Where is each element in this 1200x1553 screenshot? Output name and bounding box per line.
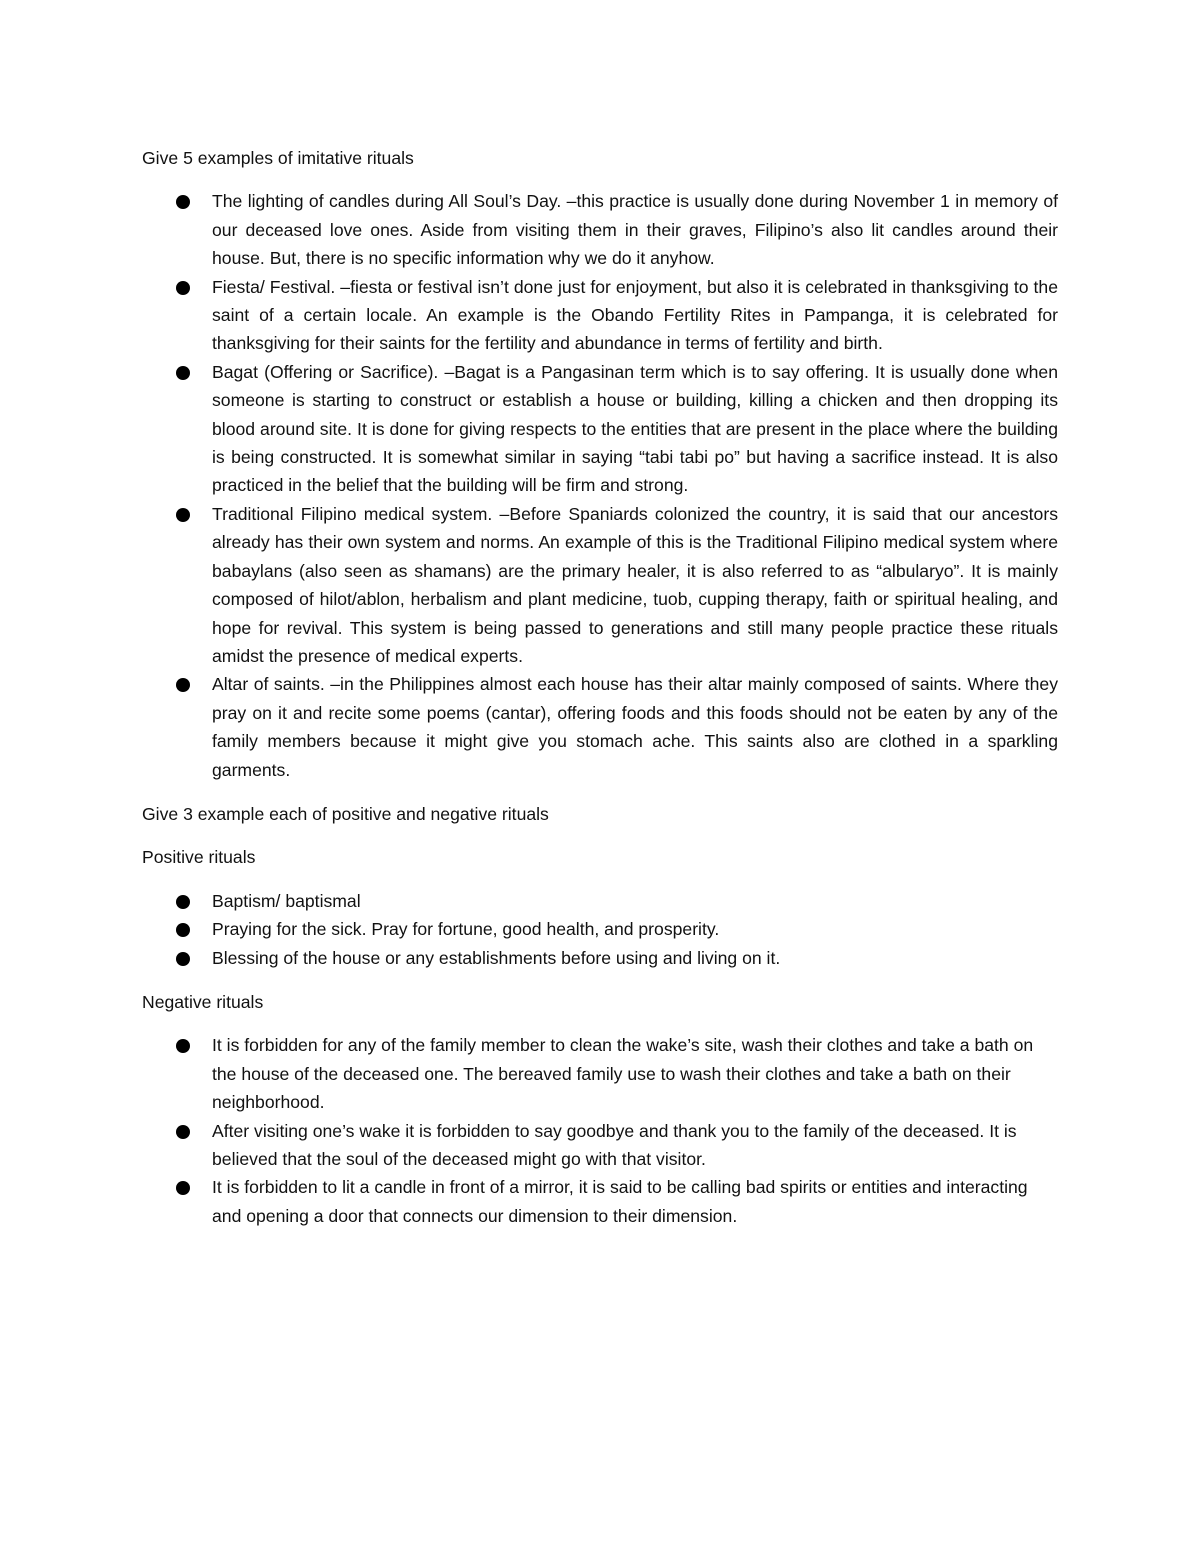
bullet-icon: [176, 678, 190, 692]
list-item-text: Fiesta/ Festival. –fiesta or festival isn’t done just for enjoyment, but also it is celebrated in thanksgiving to the saint of a certain locale. An example is the Obando Fertility Rites in Pampanga, it is celebrated for thanksgiving for their saints for the fertility and abundance in terms of fertility and birth.: [212, 276, 1058, 354]
imitative-rituals-heading: Give 5 examples of imitative rituals: [142, 148, 414, 168]
bullet-icon: [176, 923, 190, 937]
bullet-icon: [176, 1039, 190, 1053]
bullet-icon: [176, 1181, 190, 1195]
list-item: [142, 944, 1058, 972]
bullet-icon: [176, 895, 190, 909]
list-item: [142, 187, 1058, 272]
list-item: [142, 1117, 1058, 1174]
list-item: [142, 1173, 1058, 1230]
list-item: [142, 500, 1058, 670]
list-item: [142, 358, 1058, 500]
list-item: [142, 273, 1058, 358]
list-item: [142, 1031, 1058, 1116]
list-item-text: Altar of saints. –in the Philippines almost each house has their altar mainly composed of saints. Where they pray on it and recite some poems (cantar), offering foods and this foods should not be eaten by any of the family members because it might give you stomach ache. This saints also are clothed in a sparkling garments.: [212, 674, 1058, 780]
bullet-icon: [176, 195, 190, 209]
list-item: [142, 915, 1058, 943]
imitative-rituals-list: [142, 187, 1058, 784]
list-item-text: Praying for the sick. Pray for fortune, good health, and prosperity.: [212, 919, 720, 940]
bullet-icon: [176, 508, 190, 522]
list-item-text: It is forbidden for any of the family member to clean the wake’s site, wash their clothes and take a bath on the house of the deceased one. The bereaved family use to wash their clothes and take a bath on their neighborhood.: [212, 1035, 1034, 1113]
list-item: [142, 670, 1058, 784]
list-item-text: Traditional Filipino medical system. –Before Spaniards colonized the country, it is said that our ancestors already has their own system and norms. An example of this is the Traditional Filipino medical system where babaylans (also seen as shamans) are the primary healer, it is also referred to as “albularyo”. It is mainly composed of hilot/ablon, herbalism and plant medicine, tuob, cupping therapy, faith or spiritual healing, and hope for revival. This system is being passed to generations and still many people practice these rituals amidst the presence of medical experts.: [212, 503, 1058, 666]
document-body: [142, 144, 1058, 1246]
positive-rituals-heading: Positive rituals: [142, 847, 256, 868]
list-item-text: It is forbidden to lit a candle in front of a mirror, it is said to be calling bad spirits or entities and interacting and opening a door that connects our dimension to their dimension.: [212, 1177, 1028, 1226]
list-item-text: Baptism/ baptismal: [212, 890, 361, 911]
negative-rituals-heading: Negative rituals: [142, 991, 264, 1012]
positive-rituals-list: [142, 887, 1058, 972]
list-item-text: Blessing of the house or any establishments before using and living on it.: [212, 947, 781, 968]
bullet-icon: [176, 281, 190, 295]
bullet-icon: [176, 1125, 190, 1139]
bullet-icon: [176, 366, 190, 380]
positive-negative-heading: Give 3 example each of positive and negative rituals: [142, 803, 549, 824]
list-item-text: After visiting one’s wake it is forbidden to say goodbye and thank you to the family of the deceased. It is believed that the soul of the deceased might go with that visitor.: [212, 1120, 1017, 1169]
negative-rituals-list: [142, 1031, 1058, 1230]
list-item-text: Bagat (Offering or Sacrifice). –Bagat is a Pangasinan term which is to say offering. It is usually done when someone is starting to construct or establish a house or building, killing a chicken and then dropping its blood around site. It is done for giving respects to the entities that are present in the place where the building is being constructed. It is somewhat similar in saying “tabi tabi po” but having a sacrifice instead. It is also practiced in the belief that the building will be firm and strong.: [212, 361, 1058, 496]
list-item: [142, 887, 1058, 915]
bullet-icon: [176, 952, 190, 966]
list-item-text: The lighting of candles during All Soul’s Day. –this practice is usually done during November 1 in memory of our deceased love ones. Aside from visiting them in their graves, Filipino’s also lit candles around their house. But, there is no specific information why we do it anyhow.: [212, 191, 1058, 269]
